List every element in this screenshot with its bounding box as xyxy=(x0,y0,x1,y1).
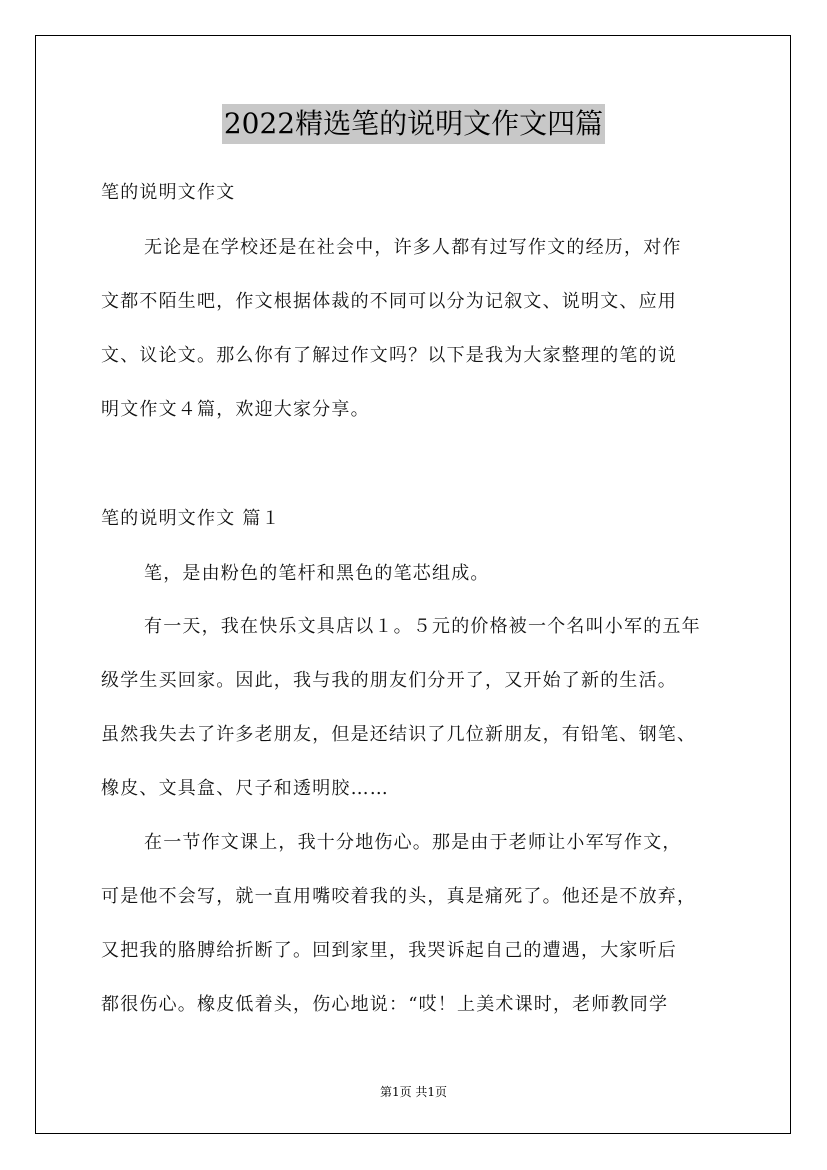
intro-line-3: 文、议论文。那么你有了解过作文吗？以下是我为大家整理的笔的说 xyxy=(101,345,677,366)
subtitle: 笔的说明文作文 xyxy=(101,182,236,203)
p2-line-1: 有一天，我在快乐文具店以１。５元的价格被一个名叫小军的五年 xyxy=(144,616,701,637)
p3-line-4: 都很伤心。橡皮低着头，伤心地说：“哎！上美术课时，老师教同学 xyxy=(101,994,669,1015)
title-container xyxy=(0,104,827,144)
intro-line-2: 文都不陌生吧，作文根据体裁的不同可以分为记叙文、说明文、应用 xyxy=(101,291,677,312)
document-title: 2022精选笔的说明文作文四篇 xyxy=(222,104,605,144)
p2-line-2: 级学生买回家。因此，我与我的朋友们分开了，又开始了新的生活。 xyxy=(101,670,677,691)
p3-line-2: 可是他不会写，就一直用嘴咬着我的头，真是痛死了。他还是不放弃， xyxy=(101,886,697,907)
p3-line-1: 在一节作文课上，我十分地伤心。那是由于老师让小军写作文， xyxy=(144,832,682,853)
page-footer: 第1页 共1页 xyxy=(379,1085,448,1099)
section-heading: 笔的说明文作文 篇１ xyxy=(101,508,281,529)
intro-line-1: 无论是在学校还是在社会中，许多人都有过写作文的经历，对作 xyxy=(144,237,682,258)
p2-line-4: 橡皮、文具盒、尺子和透明胶…… xyxy=(101,778,389,799)
intro-line-4: 明文作文４篇，欢迎大家分享。 xyxy=(101,399,370,420)
p1-line-1: 笔，是由粉色的笔杆和黑色的笔芯组成。 xyxy=(144,563,490,584)
p2-line-3: 虽然我失去了许多老朋友，但是还结识了几位新朋友，有铅笔、钢笔、 xyxy=(101,724,697,745)
p3-line-3: 又把我的胳膊给折断了。回到家里，我哭诉起自己的遭遇，大家听后 xyxy=(101,940,677,961)
